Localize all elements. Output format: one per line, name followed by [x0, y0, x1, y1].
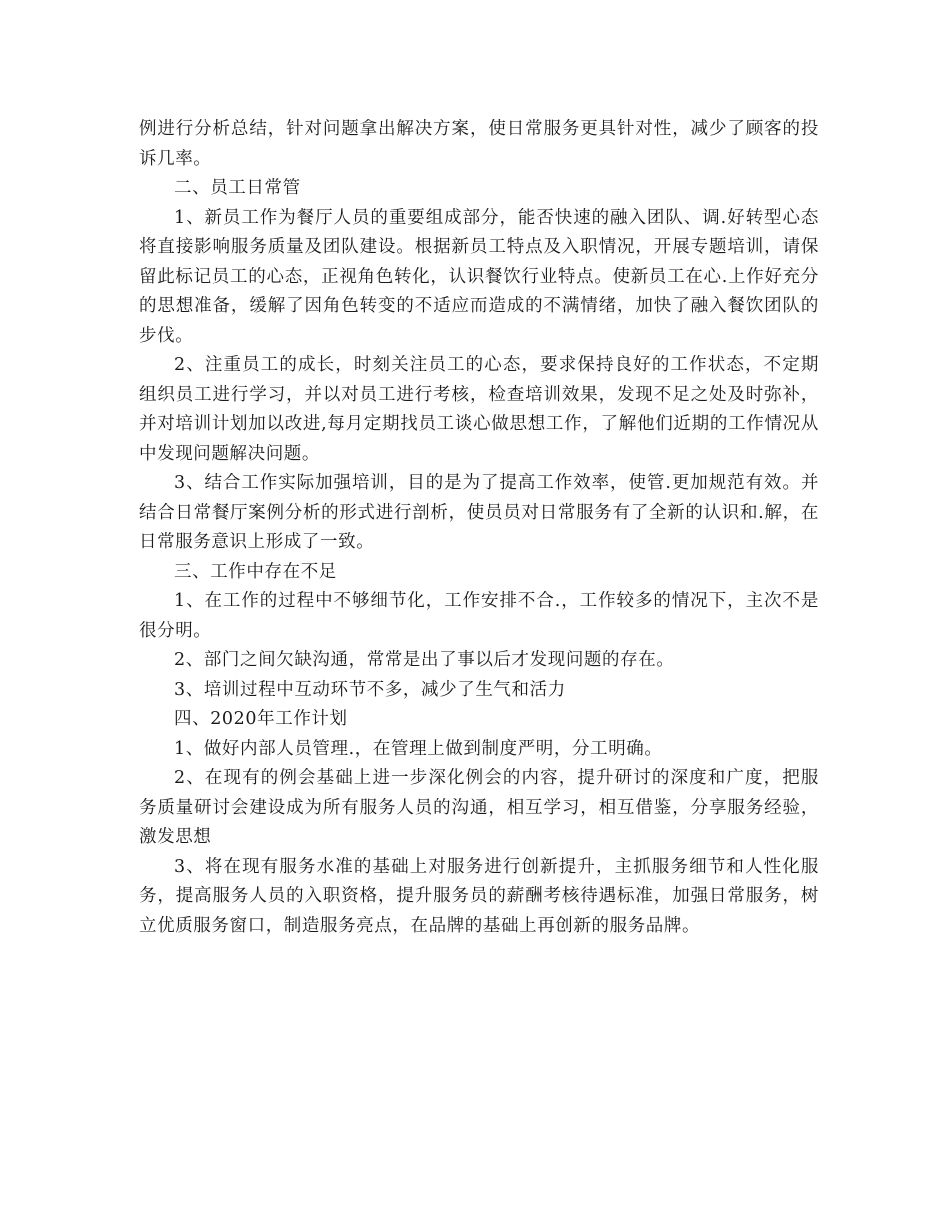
section-heading: 四、2020年工作计划: [174, 709, 348, 729]
paragraph: 例进行分析总结，针对问题拿出解决方案，使日常服务更具针对性，减少了顾客的投诉几率。: [139, 119, 819, 169]
paragraph: 3、培训过程中互动环节不多，减少了生气和活力: [174, 679, 566, 700]
paragraph: 1、做好内部人员管理.，在管理上做到制度严明，分工明确。: [174, 738, 663, 759]
paragraph: 1、新员工作为餐厅人员的重要组成部分，能否快速的融入团队、调.好转型心态将直接影响服务质量及团队建设。根据新员工特点及入职情况，开展专题培训，请保留此标记员工的心态，正视角色转化，认识餐饮行业特点。使新员工在心.上作好充分的思想准备，缓解了因角色转变的不适应而造成的不满情绪，加快了融入餐饮团队的步伐。: [139, 207, 819, 346]
paragraph: 3、结合工作实际加强培训，目的是为了提高工作效率，使管.更加规范有效。并结合日常餐厅案例分析的形式进行剖析，使员员对日常服务有了全新的认识和.解，在日常服务意识上形成了一致。: [139, 473, 819, 552]
paragraph: 2、在现有的例会基础上进一步深化例会的内容，提升研讨的深度和广度，把服务质量研讨会建设成为所有服务人员的沟通，相互学习，相互借鉴，分享服务经验，激发思想: [139, 768, 819, 847]
section-heading: 二、员工日常管: [174, 178, 301, 198]
paragraph: 2、部门之间欠缺沟通，常常是出了事以后才发现问题的存在。: [174, 650, 675, 670]
section-heading: 三、工作中存在不足: [174, 561, 337, 582]
document-body: [139, 115, 819, 941]
paragraph: 3、将在现有服务水准的基础上对服务进行创新提升，主抓服务细节和人性化服务，提高服务人员的入职资格，提升服务员的薪酬考核待遇标准，加强日常服务，树立优质服务窗口，制造服务亮点，在品牌的基础上再创新的服务品牌。: [139, 856, 819, 936]
paragraph: 2、注重员工的成长，时刻关注员工的心态，要求保持良好的工作状态，不定期组织员工进行学习，并以对员工进行考核，检查培训效果，发现不足之处及时弥补，并对培训计划加以改进,每月定期找员工谈心做思想工作，了解他们近期的工作情况从中发现问题解决问题。: [139, 355, 819, 464]
paragraph: 1、在工作的过程中不够细节化，工作安排不合.，工作较多的情况下，主次不是很分明。: [139, 591, 819, 641]
